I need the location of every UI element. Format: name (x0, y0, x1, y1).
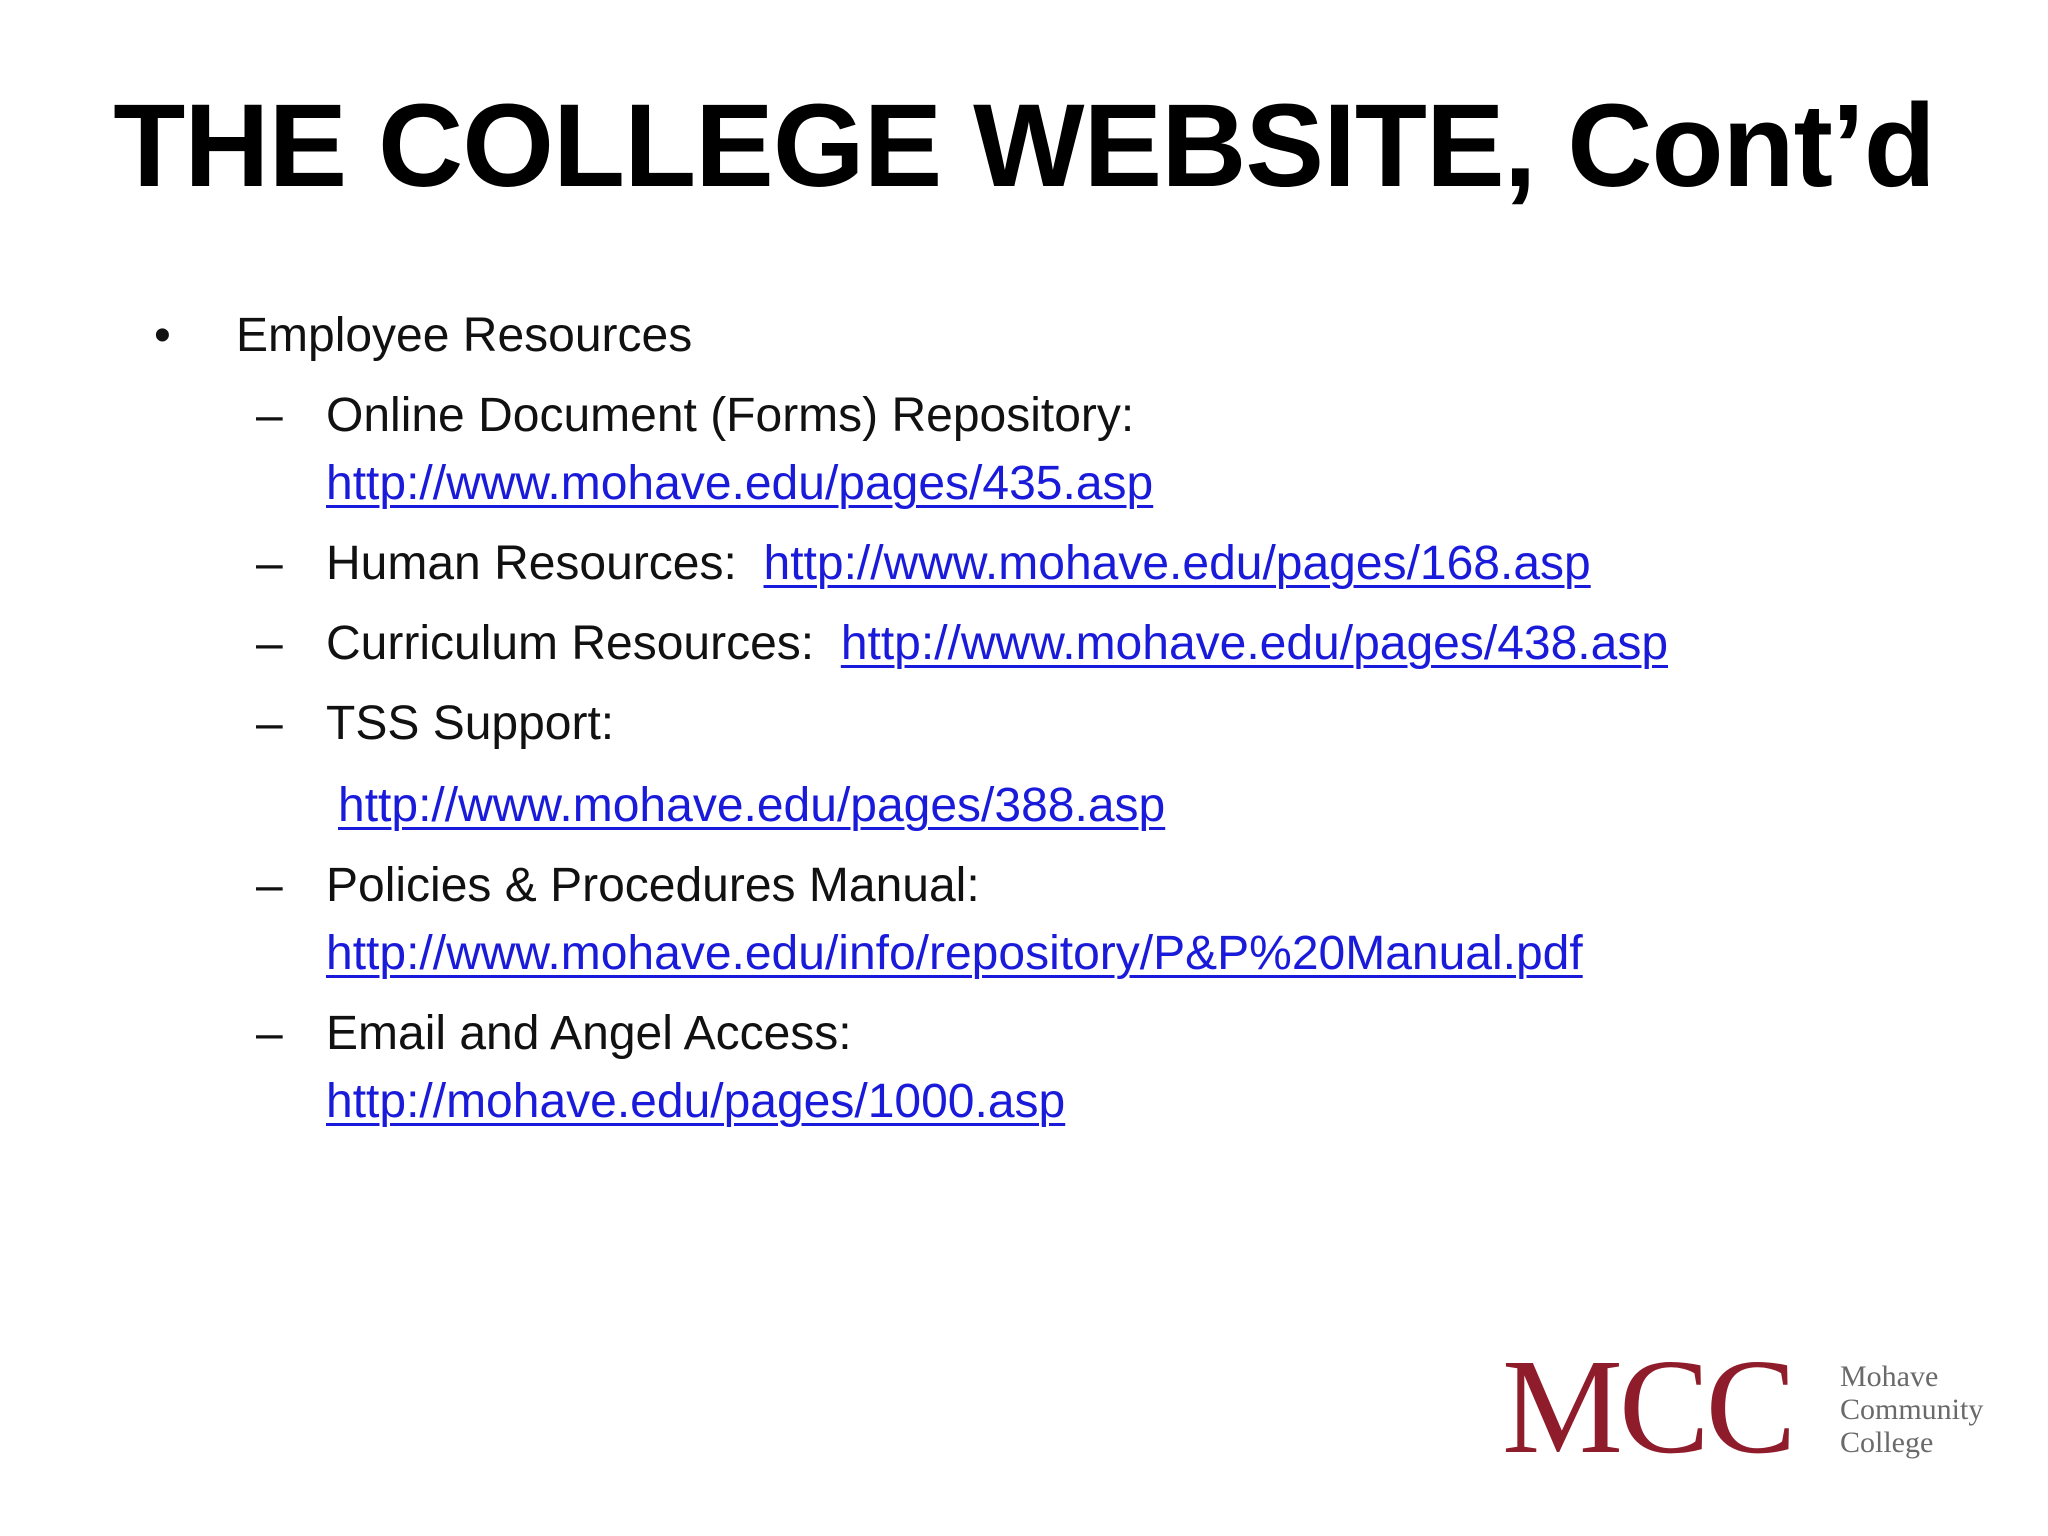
list-item-tss-support (150, 690, 1970, 840)
list-item-human-resources (150, 530, 1970, 598)
item-label: Policies & Procedures Manual: (326, 859, 980, 912)
list-item-curriculum-resources (150, 610, 1970, 678)
tss-support-link[interactable]: http://www.mohave.edu/pages/388.asp (338, 779, 1166, 832)
item-label: Human Resources: (326, 537, 737, 590)
item-label: Email and Angel Access: (326, 1007, 852, 1060)
dash-icon: – (256, 389, 283, 442)
bullet-icon: • (154, 309, 171, 362)
mcc-logo (1502, 1332, 2002, 1482)
forms-repository-link[interactable]: http://www.mohave.edu/pages/435.asp (326, 457, 1154, 510)
bullet-employee-resources (150, 302, 1970, 370)
item-label: Curriculum Resources: (326, 617, 815, 670)
list-item-forms-repository (150, 382, 1970, 518)
resource-list (150, 382, 1970, 1136)
dash-icon: – (256, 697, 283, 750)
list-item-email-angel (150, 1000, 1970, 1136)
dash-icon: – (256, 859, 283, 912)
policies-manual-link[interactable]: http://www.mohave.edu/info/repository/P&P%20Manual.pdf (326, 927, 1583, 980)
item-label: Online Document (Forms) Repository: (326, 389, 1135, 442)
curriculum-resources-link[interactable]: http://www.mohave.edu/pages/438.asp (840, 617, 1669, 670)
dash-icon: – (256, 537, 283, 590)
human-resources-link[interactable]: http://www.mohave.edu/pages/168.asp (763, 537, 1591, 590)
item-label: TSS Support: (326, 697, 615, 750)
dash-icon: – (256, 1007, 283, 1060)
slide-content (150, 302, 1970, 1148)
logo-mark: MCC (1502, 1332, 1793, 1482)
logo-line: Community (1840, 1393, 1984, 1426)
logo-wordmark (1840, 1360, 1983, 1459)
slide-title: THE COLLEGE WEBSITE, Cont’d (113, 80, 1935, 212)
logo-line: Mohave (1840, 1360, 1939, 1393)
list-item-policies-manual (150, 852, 1970, 988)
dash-icon: – (256, 617, 283, 670)
bullet-label: Employee Resources (236, 309, 693, 362)
logo-line: College (1840, 1426, 1934, 1459)
email-angel-link[interactable]: http://mohave.edu/pages/1000.asp (326, 1075, 1066, 1128)
